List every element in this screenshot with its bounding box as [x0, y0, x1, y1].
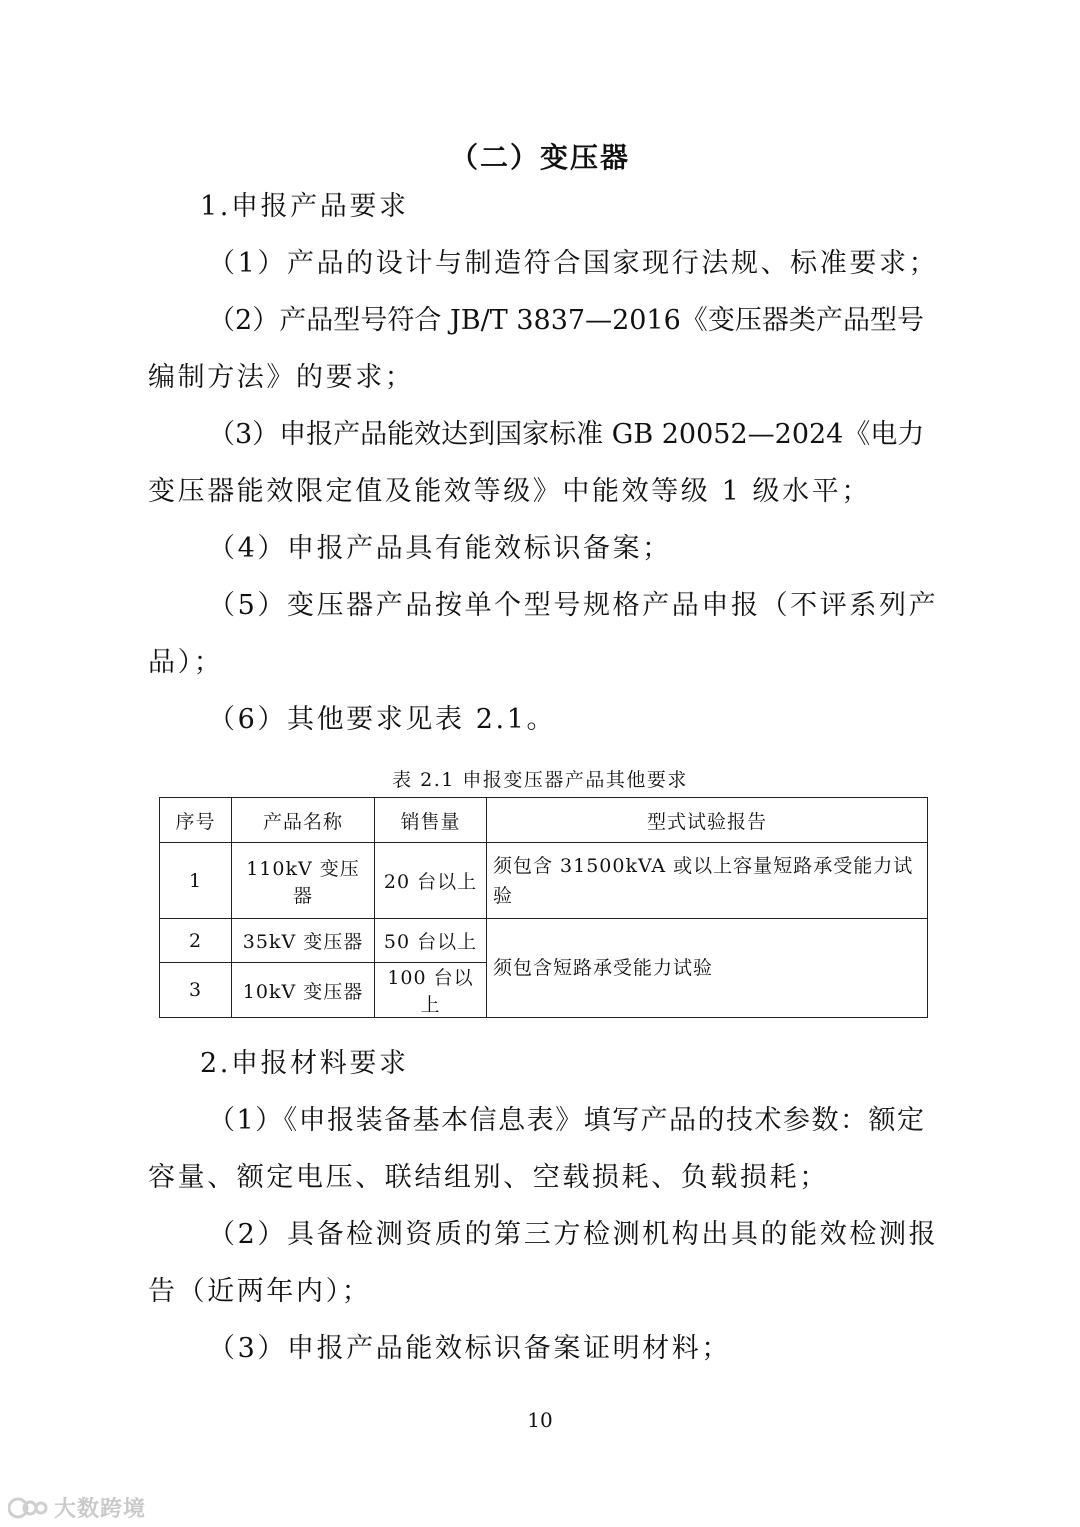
table-header-row — [160, 798, 928, 843]
table-row — [160, 843, 928, 919]
part1-item-1: （1）产品的设计与制造符合国家现行法规、标准要求； — [208, 248, 939, 279]
watermark-text: 大数跨境 — [54, 1497, 147, 1522]
part2-item-3: （3）申报产品能效标识备案证明材料； — [208, 1333, 731, 1364]
part1-item-5-line2: 品）； — [148, 647, 224, 678]
table-row — [160, 919, 928, 963]
part2-item-2-line1: （2）具备检测资质的第三方检测机构出具的能效检测报 — [208, 1219, 939, 1250]
cell-name: 35kV 变压器 — [232, 919, 375, 963]
section-title: （二）变压器 — [449, 141, 630, 174]
cell-sales: 50 台以上 — [375, 919, 487, 963]
cell-no: 3 — [160, 963, 232, 1018]
requirements-table — [159, 797, 928, 1018]
part1-item-3-line1: （3）申报产品能效达到国家标准 GB 20052—2024《电力 — [208, 419, 925, 450]
cell-no: 1 — [160, 843, 232, 919]
part2-item-2-line2: 告（近两年内）； — [148, 1276, 372, 1307]
header-sales: 销售量 — [375, 798, 487, 843]
cell-report: 须包含 31500kVA 或以上容量短路承受能力试验 — [487, 843, 928, 919]
header-no: 序号 — [160, 798, 232, 843]
cell-sales: 100 台以上 — [375, 963, 487, 1018]
cell-name: 110kV 变压器 — [232, 843, 375, 919]
part1-item-4: （4）申报产品具有能效标识备案； — [208, 533, 672, 564]
table-caption: 表 2.1 申报变压器产品其他要求 — [392, 769, 688, 791]
part1-item-3-line2: 变压器能效限定值及能效等级》中能效等级 1 级水平； — [148, 476, 871, 507]
cell-name: 10kV 变压器 — [232, 963, 375, 1018]
page-number: 10 — [527, 1408, 553, 1432]
header-report: 型式试验报告 — [487, 798, 928, 843]
cell-no: 2 — [160, 919, 232, 963]
part1-heading: 1.申报产品要求 — [200, 191, 409, 222]
cell-report-merged: 须包含短路承受能力试验 — [487, 919, 928, 1018]
watermark — [8, 1492, 146, 1523]
part2-item-1-line1: （1）《申报装备基本信息表》填写产品的技术参数：额定 — [208, 1105, 924, 1136]
part1-item-6: （6）其他要求见表 2.1。 — [208, 704, 557, 735]
cell-sales: 20 台以上 — [375, 843, 487, 919]
part1-item-2-line2: 编制方法》的要求； — [148, 362, 415, 393]
part1-item-5-line1: （5）变压器产品按单个型号规格产品申报（不评系列产 — [208, 590, 939, 621]
part2-heading: 2.申报材料要求 — [200, 1048, 409, 1079]
brand-logo-icon — [8, 1495, 48, 1521]
part2-item-1-line2: 容量、额定电压、联结组别、空载损耗、负载损耗； — [148, 1162, 829, 1193]
header-name: 产品名称 — [232, 798, 375, 843]
part1-item-2-line1: （2）产品型号符合 JB/T 3837—2016《变压器类产品型号 — [208, 305, 924, 336]
